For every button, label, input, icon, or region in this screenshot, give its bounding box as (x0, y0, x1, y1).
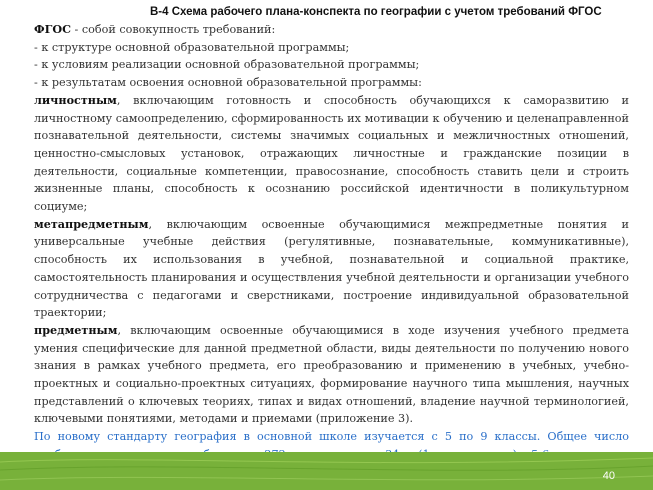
curriculum-hours-note: По новому стандарту география в основной школе изучается с 5 по 9 классы. Общее число (34, 430, 629, 444)
page-number: 40 (602, 470, 615, 482)
intro-text: - собой совокупность требований: (71, 23, 276, 36)
slide-body (34, 21, 629, 481)
paragraph-term: личностным (34, 92, 117, 107)
list-item: - к структуре основной образовательной программы; (34, 40, 350, 54)
paragraph-term: метапредметным (34, 216, 149, 231)
paragraph-text: , включающим освоенные обучающимися межпредметные понятия и универсальные учебные действия (регулятивные, познавательные, коммуникативные), способность их использования в учебной, познавательной и социальной практике, самостоятельность планирования и осуществления учебной деятельности и организации учебного сотрудничества с педагогами и сверстниками, построение индивидуальной образовательной траектории; (34, 217, 629, 320)
subject-results-paragraph (34, 322, 629, 428)
list-item: - к результатам освоения основной образовательной программы: (34, 76, 422, 90)
personal-results-paragraph (34, 92, 629, 216)
paragraph-text: , включающим готовность и способность обучающихся к саморазвитию и личностному самоопределению, сформированность их мотивации к обучению и целенаправленной познавательной деятельности, системы значимых социальных и межличностных отношений, ценностно-смысловых установок, отражающих личностные и гражданские позиции в деятельности, социальные компетенции, правосознание, способность ставить цели и строить жизненные планы, способность к осознанию российской идентичности в поликультурном социуме; (34, 93, 629, 214)
metasubject-results-paragraph (34, 216, 629, 322)
paragraph-text: , включающим освоенные обучающимися в ходе изучения учебного предмета умения специфические для данной предметной области, виды деятельности по получению нового знания в рамках учебного предмета, его преобразованию и применению в учебных, учебно-проектных и социально-проектных ситуациях, формирование научного типа мышления, научных представлений о ключевых теориях, типах и видах отношений, владение научной терминологией, ключевыми понятиями, методами и приемами (приложение 3). (34, 323, 629, 426)
slide-title: В-4 Схема рабочего плана-конспекта по географии с учетом требований ФГОС (150, 6, 602, 18)
list-item: - к условиям реализации основной образовательной программы; (34, 58, 420, 72)
intro-line (34, 21, 629, 39)
intro-term: ФГОС (34, 22, 71, 36)
footer-bar (0, 452, 653, 490)
paragraph-term: предметным (34, 322, 118, 337)
